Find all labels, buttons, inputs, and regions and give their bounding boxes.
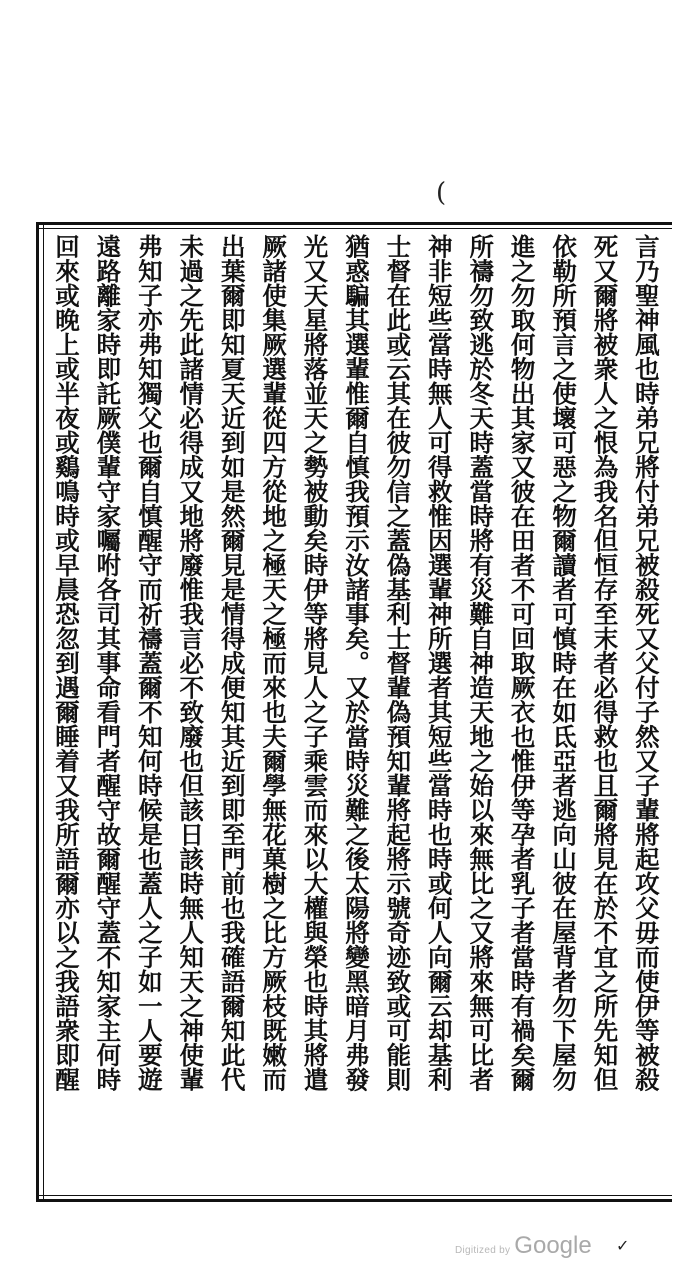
text-column-7: 士督在此或云其在彼勿信之蓋偽基利士督輩偽預知輩將起將示號奇迹致或可能則	[383, 234, 413, 1092]
text-column-8: 猶惑騙其選輩惟爾自慎我預示汝諸事矣。又於當時災難之後太陽將變黑暗月弗發	[341, 234, 371, 1092]
text-column-11: 出葉爾即知夏天近到如是然爾見是情得成便知其近到即至門前也我確語爾知此代	[217, 234, 247, 1092]
text-column-6: 神非短些當時無人可得救惟因選輩神所選者其短些當時也時或何人向爾云却基利	[424, 234, 454, 1092]
frame-rule-top	[36, 222, 672, 225]
text-frame	[36, 222, 672, 1202]
corner-mark: ✓	[616, 1236, 630, 1255]
frame-rule-bottom	[36, 1199, 672, 1202]
text-column-15: 回來或晚上或半夜或鷄鳴時或早晨恐忽到遇爾睡着又我所語爾亦以之我語衆即醒	[52, 234, 81, 1092]
text-column-9: 光又天星將落並天之勢被動矣時伊等將見人之子乘雲而來以大權與榮也時其將遣	[300, 234, 330, 1092]
text-column-10: 厥諸使集厥選輩從四方從地之極天之極而來也夫爾學無花菓樹之比方厥枝既嫩而	[259, 234, 289, 1092]
text-column-14: 遠路離家時即託厥僕輩守家囑咐各司其事命看門者醒守故爾醒守蓋不知家主何時	[93, 234, 123, 1092]
text-column-12: 未過之先此諸情必得成又地將廢惟我言必不致廢也但該日該時無人知天之神使輩	[176, 234, 206, 1092]
text-column-1: 言乃聖神風也時弟兄將付弟兄被殺死又父付子然又子輩將起攻父毋而使伊等被殺	[631, 234, 661, 1092]
text-column-4: 進之勿取何物出其家又彼在田者不可回取厥衣也惟伊等孕者乳子者當時有禍矣爾	[507, 234, 537, 1092]
frame-rule-left	[36, 222, 39, 1202]
text-column-2: 死又爾將被衆人之恨為我名但恒存至末者必得救也且爾將見在於不宜之所先知但	[590, 234, 620, 1092]
text-column-13: 弗知子亦弗知獨父也爾自慎醒守而祈禱蓋爾不知何時候是也蓋人之子如一人要遊	[134, 234, 164, 1092]
text-column-3: 依勒所預言之使壞可惡之物爾讀者可慎時在如氐亞者逃向山彼在屋背者勿下屋勿	[549, 234, 579, 1092]
frame-rule-left-inner	[43, 222, 44, 1202]
text-column-5: 所禱勿致逃於冬天時蓋當時將有災難自神造天地之始以來無比之又將來無可比者	[466, 234, 496, 1092]
digitized-label: Digitized by	[455, 1245, 511, 1256]
page-mark: (	[436, 178, 447, 208]
frame-rule-bottom-inner	[36, 1195, 672, 1196]
digitized-watermark	[455, 1232, 592, 1260]
google-logo: Google	[514, 1232, 592, 1259]
vertical-text-body	[48, 234, 664, 1190]
frame-rule-top-inner	[36, 228, 672, 229]
